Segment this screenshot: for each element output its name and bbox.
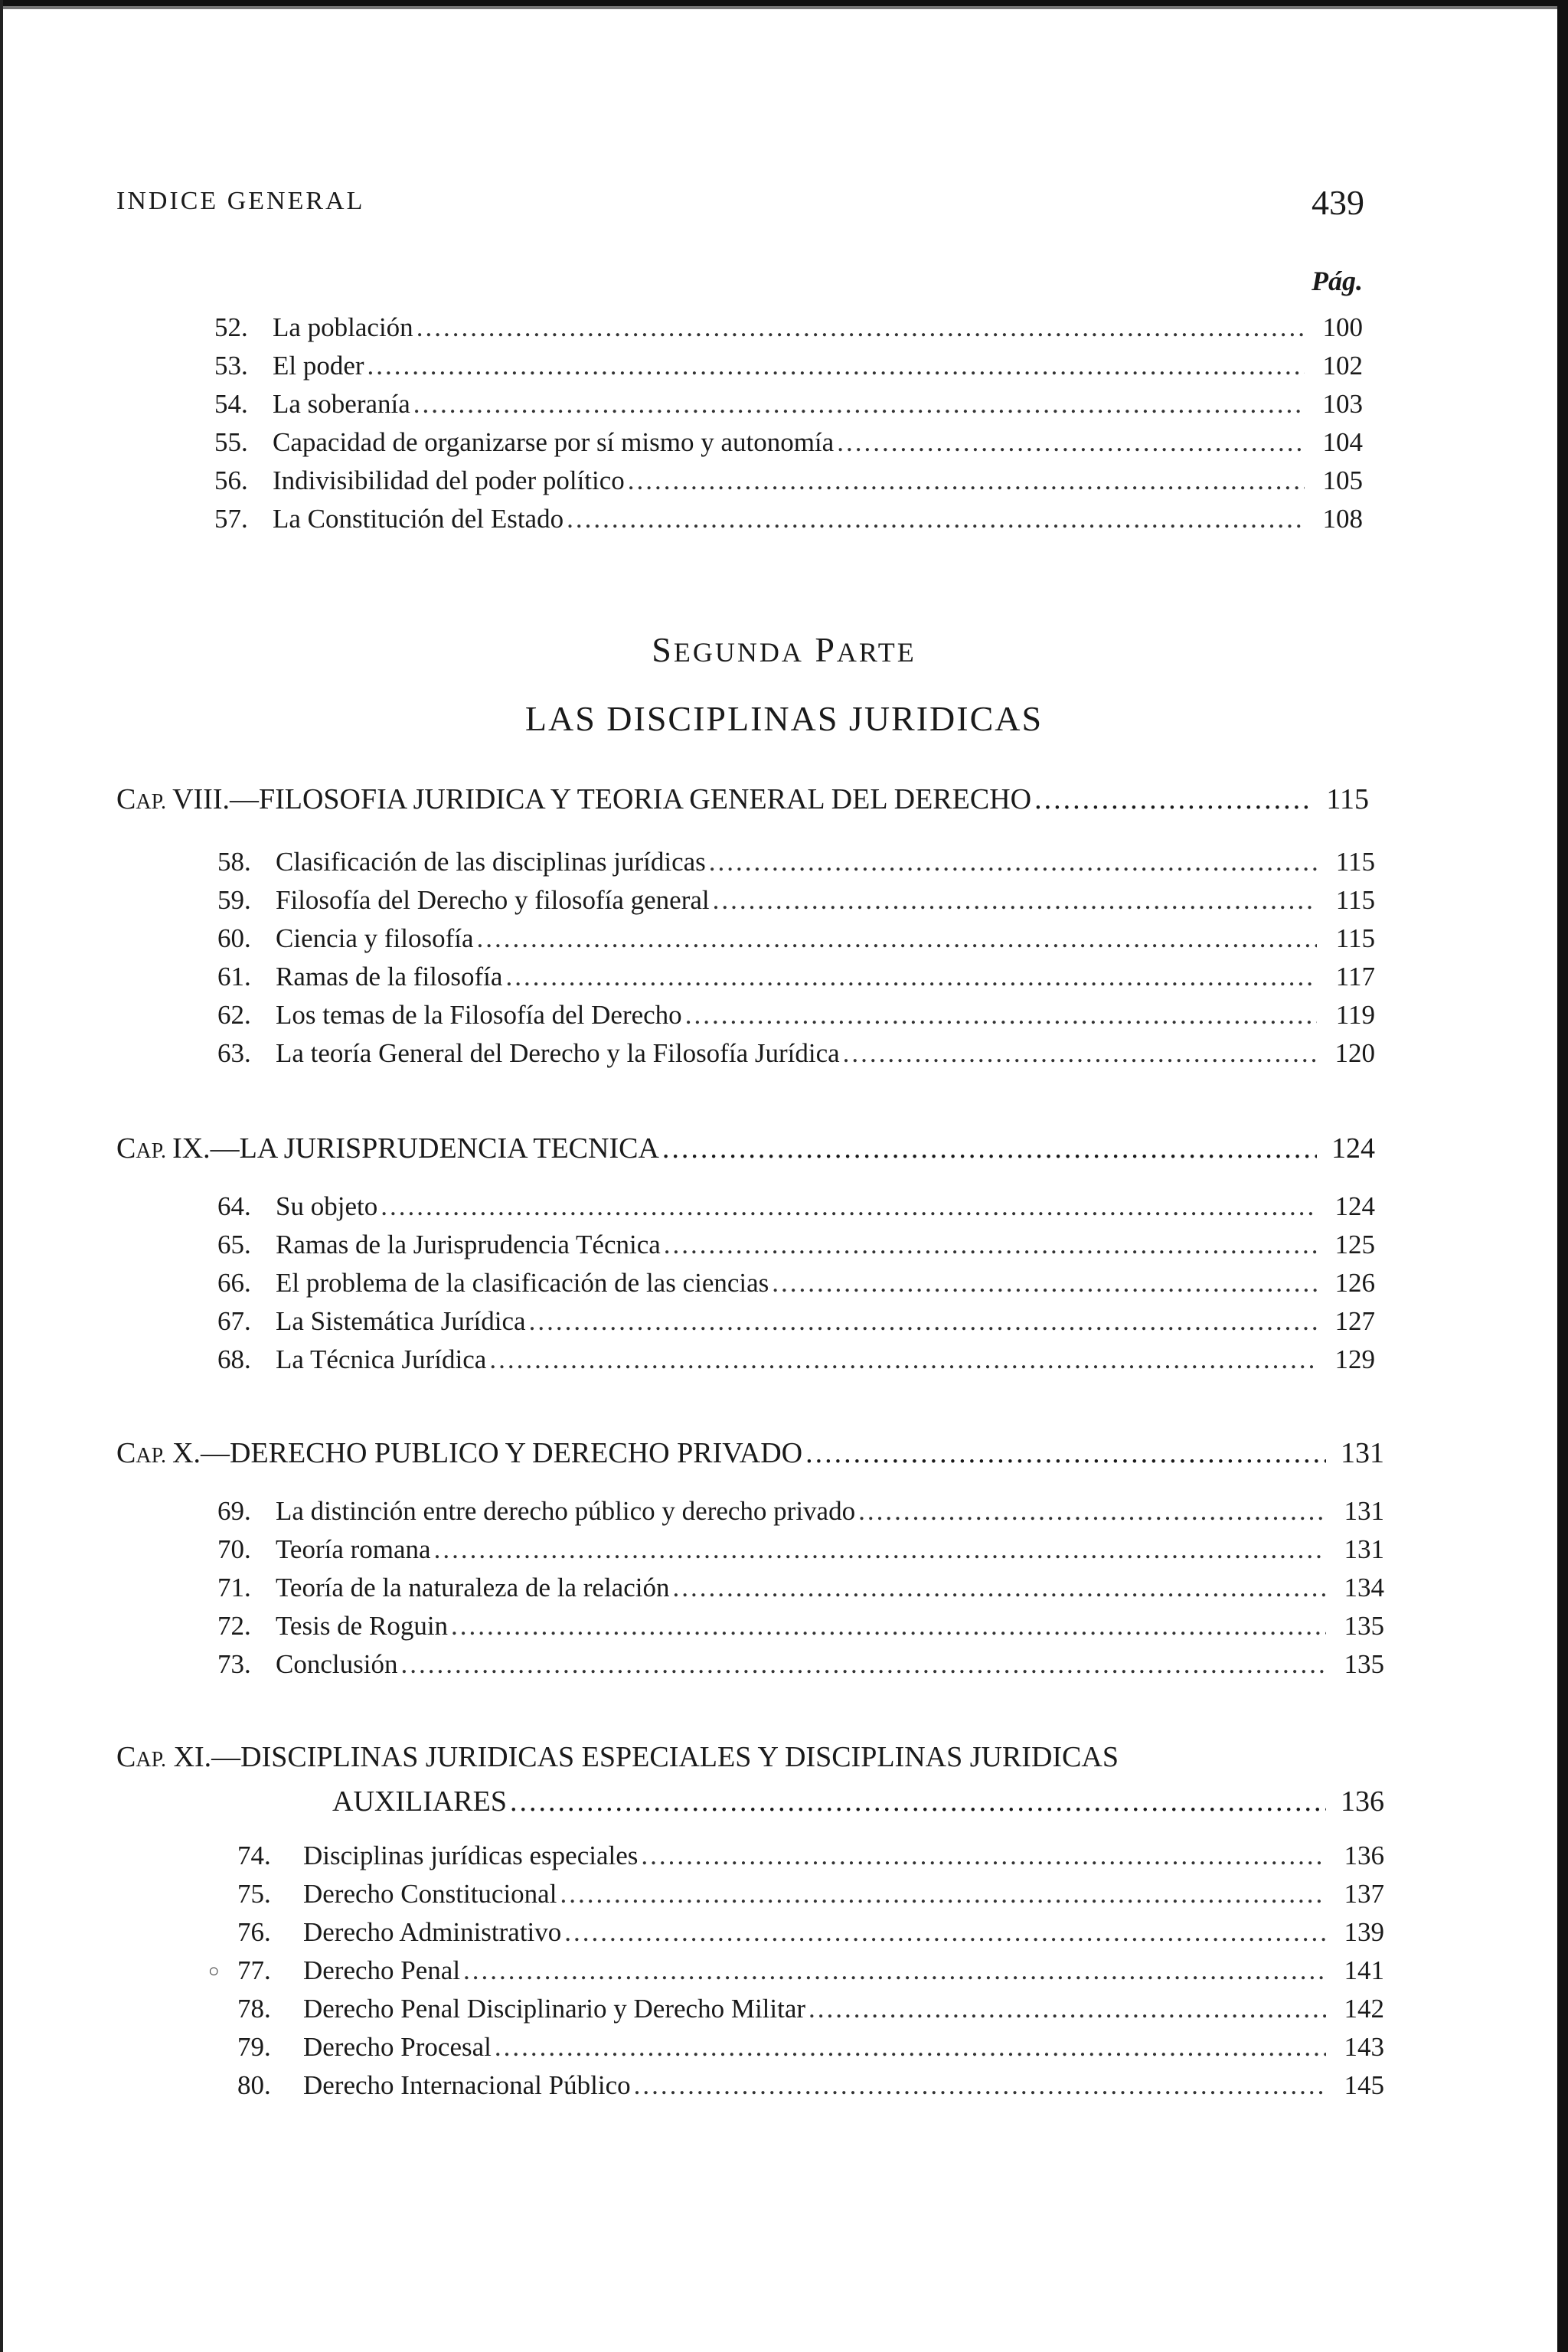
toc-entry[interactable]: 74. Disciplinas jurídicas especiales ..... 136 <box>237 1841 1384 1879</box>
dot-leader <box>463 1955 1326 1986</box>
toc-entry[interactable]: 54. La soberanía ..... 103 <box>214 389 1363 427</box>
dot-leader <box>713 885 1317 916</box>
toc-chapter-ix <box>217 1191 1375 1383</box>
toc-entry[interactable]: 78. Derecho Penal Disciplinario y Derecho Militar ..... 142 <box>237 1994 1384 2032</box>
toc-entry[interactable]: 77. Derecho Penal ..... 141 <box>237 1955 1384 1994</box>
dot-leader <box>858 1496 1326 1527</box>
dot-leader <box>434 1534 1326 1565</box>
dot-leader <box>709 847 1317 877</box>
chapter-heading-line2: AUXILIARES ..... 136 <box>116 1781 1384 1822</box>
dot-leader <box>510 1781 1326 1822</box>
dot-leader <box>808 1994 1326 2024</box>
scan-edge-top-shadow <box>0 6 1568 9</box>
toc-entry[interactable]: 60. Ciencia y filosofía ..... 115 <box>217 923 1375 962</box>
toc-chapter-xi <box>237 1841 1384 2109</box>
toc-chapter-viii <box>217 847 1375 1076</box>
toc-entry[interactable]: 71. Teoría de la naturaleza de la relación ..... 134 <box>217 1573 1384 1611</box>
toc-entry[interactable]: 69. La distinción entre derecho público y derecho privado ..... 131 <box>217 1496 1384 1534</box>
dot-leader <box>529 1306 1317 1337</box>
toc-entry[interactable]: 79. Derecho Procesal ..... 143 <box>237 2032 1384 2070</box>
running-title: INDICE GENERAL <box>116 187 365 215</box>
toc-entry[interactable]: 62. Los temas de la Filosofía del Derecho ..... 119 <box>217 1000 1375 1038</box>
dot-leader <box>381 1191 1317 1222</box>
chapter-heading-line1: CAP. XI.—DISCIPLINAS JURIDICAS ESPECIALES Y DISCIPLINAS JURIDICAS <box>116 1741 1119 1773</box>
toc-entry[interactable]: 52. La población ..... 100 <box>214 312 1363 351</box>
toc-entry[interactable]: 73. Conclusión ..... 135 <box>217 1649 1384 1687</box>
toc-entry[interactable]: 70. Teoría romana ..... 131 <box>217 1534 1384 1573</box>
chapter-heading[interactable] <box>116 1736 1384 1822</box>
toc-entry[interactable]: 67. La Sistemática Jurídica ..... 127 <box>217 1306 1375 1344</box>
toc-chapter-x <box>217 1496 1384 1687</box>
dot-leader <box>843 1038 1317 1069</box>
chapter-heading[interactable]: CAP. VIII.—FILOSOFIA JURIDICA Y TEORIA GENERAL DEL DERECHO ..... 115 <box>116 782 1369 824</box>
dot-leader <box>772 1268 1317 1298</box>
dot-leader <box>634 2070 1326 2101</box>
dot-leader <box>451 1611 1326 1642</box>
scan-edge-right <box>1557 0 1568 2352</box>
dot-leader <box>505 962 1317 992</box>
dot-leader <box>672 1573 1326 1603</box>
dot-leader <box>416 312 1305 343</box>
page-number: 439 <box>1312 183 1364 222</box>
dot-leader <box>837 427 1305 458</box>
dot-leader <box>685 1000 1317 1031</box>
dot-leader <box>1034 782 1311 816</box>
toc-entry[interactable]: 66. El problema de la clasificación de las ciencias ..... 126 <box>217 1268 1375 1306</box>
dot-leader <box>564 1917 1326 1948</box>
toc-entry[interactable]: 63. La teoría General del Derecho y la Filosofía Jurídica ..... 120 <box>217 1038 1375 1076</box>
toc-entry[interactable]: 68. La Técnica Jurídica ..... 129 <box>217 1344 1375 1383</box>
running-header <box>116 182 1364 228</box>
margin-mark-icon: ○ <box>208 1962 220 1981</box>
toc-section-a <box>214 312 1363 542</box>
toc-entry[interactable]: 56. Indivisibilidad del poder político ..... 105 <box>214 466 1363 504</box>
toc-entry[interactable]: 53. El poder ..... 102 <box>214 351 1363 389</box>
dot-leader <box>567 504 1305 534</box>
dot-leader <box>368 351 1305 381</box>
dot-leader <box>477 923 1317 954</box>
scan-edge-top <box>0 0 1568 6</box>
scan-edge-left <box>0 0 3 2352</box>
dot-leader <box>805 1436 1326 1470</box>
toc-entry[interactable]: 61. Ramas de la filosofía ..... 117 <box>217 962 1375 1000</box>
chapter-heading[interactable]: CAP. X.—DERECHO PUBLICO Y DERECHO PRIVADO ..... 131 <box>116 1436 1384 1478</box>
page-column-label: Pág. <box>1312 266 1363 296</box>
dot-leader <box>662 1132 1317 1165</box>
toc-entry[interactable]: 58. Clasificación de las disciplinas jurídicas ..... 115 <box>217 847 1375 885</box>
dot-leader <box>400 1649 1326 1680</box>
toc-entry[interactable]: 76. Derecho Administrativo ..... 139 <box>237 1917 1384 1955</box>
toc-entry[interactable]: 55. Capacidad de organizarse por sí mismo y autonomía ..... 104 <box>214 427 1363 466</box>
dot-leader <box>560 1879 1326 1909</box>
dot-leader <box>641 1841 1326 1871</box>
toc-entry[interactable]: 64. Su objeto ..... 124 <box>217 1191 1375 1230</box>
chapter-heading[interactable]: CAP. IX.—LA JURISPRUDENCIA TECNICA ..... 124 <box>116 1132 1375 1173</box>
toc-entry[interactable]: 75. Derecho Constitucional ..... 137 <box>237 1879 1384 1917</box>
dot-leader <box>664 1230 1317 1260</box>
toc-entry[interactable]: 59. Filosofía del Derecho y filosofía general ..... 115 <box>217 885 1375 923</box>
toc-entry[interactable]: 72. Tesis de Roguin ..... 135 <box>217 1611 1384 1649</box>
toc-entry[interactable]: 80. Derecho Internacional Público ..... 145 <box>237 2070 1384 2109</box>
part-subtitle: LAS DISCIPLINAS JURIDICAS <box>524 699 1044 738</box>
dot-leader <box>495 2032 1326 2063</box>
dot-leader <box>489 1344 1317 1375</box>
dot-leader <box>628 466 1305 496</box>
toc-entry[interactable]: 65. Ramas de la Jurisprudencia Técnica ..... 125 <box>217 1230 1375 1268</box>
dot-leader <box>413 389 1305 420</box>
toc-entry[interactable]: 57. La Constitución del Estado ..... 108 <box>214 504 1363 542</box>
part-heading: SEGUNDA PARTE <box>652 630 916 669</box>
